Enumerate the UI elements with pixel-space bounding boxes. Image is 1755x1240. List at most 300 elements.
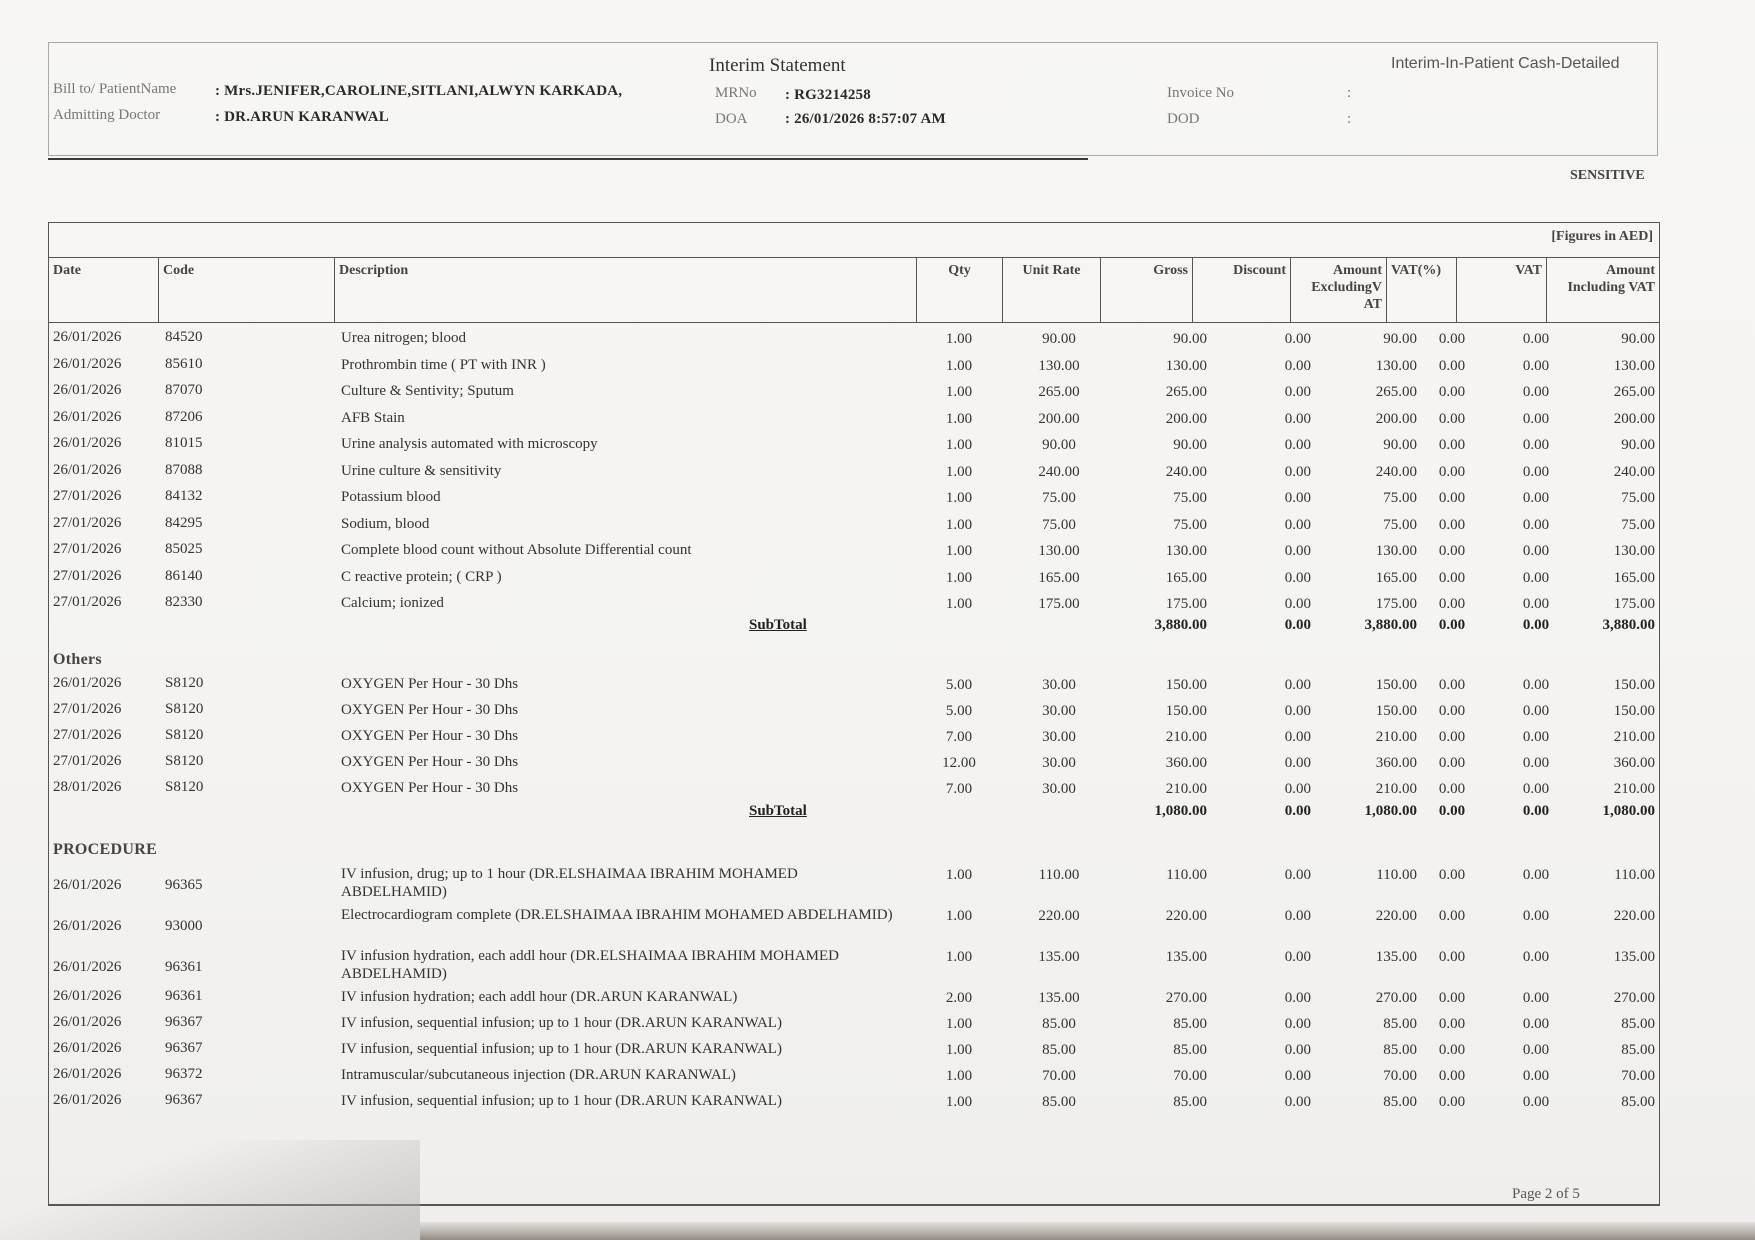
subtotal-disc: 0.00 [1284,802,1311,819]
subtotal-excl: 1,080.00 [1364,802,1417,819]
table-row [49,488,1659,514]
cell-excl: 75.00 [1383,490,1417,506]
cell-qty: 1.00 [945,948,973,965]
cell-excl: 210.00 [1375,728,1417,745]
cell-desc: OXYGEN Per Hour - 30 Dhs [341,675,519,692]
cell-desc: OXYGEN Per Hour - 30 Dhs [341,779,519,796]
cell-excl: 70.00 [1383,1067,1417,1084]
cell-excl: 90.00 [1383,331,1417,347]
cell-code: S8120 [165,674,204,691]
cell-desc: Sodium, blood [341,515,430,532]
col-vat: VAT [1457,258,1547,322]
cell-gross: 70.00 [1173,1067,1207,1084]
cell-incl: 110.00 [1614,866,1655,883]
cell-code: 87206 [165,408,203,425]
table-row [49,779,1659,805]
cell-incl: 85.00 [1621,1015,1655,1032]
cell-code: 84132 [165,488,203,504]
cell-vatp: 0.00 [1438,1067,1466,1084]
cell-vat: 0.00 [1522,463,1550,480]
table-row [49,462,1659,488]
cell-qty: 1.00 [945,569,973,586]
cell-qty: 12.00 [942,754,976,771]
cell-qty: 7.00 [945,728,973,745]
cell-incl: 75.00 [1621,490,1655,506]
cell-incl: 70.00 [1621,1067,1655,1084]
cell-date: 27/01/2026 [53,594,122,610]
cell-incl: 150.00 [1613,676,1655,693]
cell-vat: 0.00 [1522,866,1550,883]
cell-rate: 30.00 [1042,676,1076,693]
cell-excl: 85.00 [1383,1041,1417,1058]
cell-disc: 0.00 [1284,728,1311,745]
cell-vatp: 0.00 [1438,948,1466,965]
cell-excl: 85.00 [1383,1015,1417,1032]
cell-gross: 210.00 [1165,780,1207,797]
table-row [49,568,1659,594]
cell-vatp: 0.00 [1438,702,1466,719]
cell-desc: Complete blood count without Absolute Differential count [341,542,692,558]
cell-rate: 200.00 [1038,410,1080,427]
cell-desc: IV infusion hydration; each addl hour (DR.ARUN KARANWAL) [341,988,738,1005]
cell-rate: 175.00 [1038,596,1080,612]
cell-qty: 1.00 [945,410,973,427]
cell-qty: 1.00 [945,866,973,883]
cell-qty: 1.00 [945,1041,973,1058]
cell-vat: 0.00 [1522,1015,1550,1032]
table-row [49,753,1659,779]
cell-rate: 85.00 [1042,1015,1076,1032]
cell-gross: 265.00 [1165,384,1207,400]
cell-vat: 0.00 [1522,410,1550,427]
col-discount: Discount [1193,258,1291,322]
subtotal-vat: 0.00 [1522,616,1550,633]
doa-value: : 26/01/2026 8:57:07 AM [785,111,946,127]
cell-qty: 1.00 [945,907,973,924]
subtotal-incl: 1,080.00 [1602,802,1655,819]
cell-rate: 130.00 [1038,543,1080,559]
cell-vatp: 0.00 [1438,384,1466,400]
cell-code: 87070 [165,382,203,398]
cell-disc: 0.00 [1284,780,1311,797]
cell-qty: 1.00 [945,384,973,400]
cell-code: 96367 [165,1039,203,1056]
cell-date: 27/01/2026 [53,514,122,531]
cell-disc: 0.00 [1284,410,1311,427]
cell-rate: 75.00 [1042,490,1076,506]
cell-incl: 90.00 [1621,437,1655,453]
cell-code: 85025 [165,541,203,557]
cell-excl: 165.00 [1375,569,1417,586]
table-row [49,727,1659,753]
cell-gross: 175.00 [1165,596,1207,612]
cell-incl: 240.00 [1613,463,1655,480]
cell-vatp: 0.00 [1438,866,1466,883]
cell-date: 27/01/2026 [53,567,122,584]
table-row [49,906,1659,932]
cell-disc: 0.00 [1284,702,1311,719]
cell-vatp: 0.00 [1438,989,1466,1006]
cell-incl: 200.00 [1613,410,1655,427]
cell-date: 26/01/2026 [53,461,122,478]
cell-qty: 1.00 [945,463,973,480]
cell-qty: 1.00 [945,543,973,559]
cell-incl: 90.00 [1621,331,1655,347]
cell-date: 27/01/2026 [53,541,122,557]
cell-excl: 110.00 [1376,866,1417,883]
cell-code: 86140 [165,567,203,584]
cell-code: 96365 [165,876,203,893]
cell-date: 26/01/2026 [53,435,122,451]
cell-incl: 210.00 [1613,728,1655,745]
subtotal-vatp: 0.00 [1438,802,1466,819]
section-others: Others [53,650,102,668]
cell-gross: 130.00 [1165,357,1207,374]
cell-desc: Potassium blood [341,489,441,505]
cell-incl: 175.00 [1613,596,1655,612]
col-code: Code [159,258,335,322]
cell-gross: 75.00 [1173,490,1207,506]
cell-disc: 0.00 [1284,1067,1311,1084]
cell-date: 28/01/2026 [53,778,122,795]
doctor-label: Admitting Doctor [53,107,161,123]
cell-disc: 0.00 [1284,1041,1311,1058]
cell-incl: 150.00 [1613,702,1655,719]
cell-desc: AFB Stain [341,409,405,426]
table-header [49,257,1659,323]
table-row [49,1092,1659,1118]
table-row [49,1066,1659,1092]
cell-date: 26/01/2026 [53,876,122,893]
cell-desc: Prothrombin time ( PT with INR ) [341,356,546,373]
cell-gross: 200.00 [1165,410,1207,427]
cell-date: 26/01/2026 [53,958,122,975]
cell-rate: 75.00 [1042,516,1076,533]
cell-gross: 130.00 [1165,543,1207,559]
patient-label: Bill to/ PatientName [53,81,177,97]
cell-vat: 0.00 [1522,543,1550,559]
cell-vatp: 0.00 [1438,1041,1466,1058]
cell-rate: 135.00 [1038,989,1080,1006]
cell-vat: 0.00 [1522,490,1550,506]
cell-desc: Urine culture & sensitivity [341,462,502,479]
cell-rate: 30.00 [1042,780,1076,797]
cell-disc: 0.00 [1284,437,1311,453]
cell-rate: 110.00 [1038,866,1080,883]
cell-vat: 0.00 [1522,948,1550,965]
subtotal-incl: 3,880.00 [1602,616,1655,633]
table-row [49,329,1659,355]
cell-code: 84520 [165,329,203,345]
cell-excl: 220.00 [1375,907,1417,924]
cell-vatp: 0.00 [1438,676,1466,693]
table-row [49,409,1659,435]
table-row [49,1040,1659,1066]
cell-excl: 240.00 [1375,463,1417,480]
cell-incl: 270.00 [1613,989,1655,1006]
cell-gross: 135.00 [1165,948,1207,965]
cell-desc: OXYGEN Per Hour - 30 Dhs [341,701,519,718]
cell-desc: IV infusion, drug; up to 1 hour (DR.ELSHAIMAA IBRAHIM MOHAMED ABDELHAMID) [341,865,798,900]
col-qty: Qty [917,258,1003,322]
charges-table [48,222,1660,1206]
cell-gross: 85.00 [1173,1041,1207,1058]
cell-desc: Urine analysis automated with microscopy [341,436,598,452]
cell-excl: 130.00 [1375,357,1417,374]
cell-code: 84295 [165,514,203,531]
cell-date: 26/01/2026 [53,674,122,691]
currency-note: [Figures in AED] [1551,229,1653,244]
table-row [49,515,1659,541]
cell-gross: 75.00 [1173,516,1207,533]
cell-excl: 150.00 [1375,702,1417,719]
cell-qty: 1.00 [945,331,973,347]
cell-gross: 90.00 [1173,331,1207,347]
cell-desc: Intramuscular/subcutaneous injection (DR.ARUN KARANWAL) [341,1066,736,1083]
subtotal-gross: 3,880.00 [1154,616,1207,633]
cell-excl: 270.00 [1375,989,1417,1006]
cell-disc: 0.00 [1284,490,1311,506]
cell-vatp: 0.00 [1438,1015,1466,1032]
col-description: Description [335,258,917,322]
cell-vat: 0.00 [1522,676,1550,693]
table-row [49,356,1659,382]
table-row [49,541,1659,567]
cell-vat: 0.00 [1522,384,1550,400]
col-vat-pct: VAT(%) [1387,258,1457,322]
cell-code: 96372 [165,1065,203,1082]
cell-disc: 0.00 [1284,516,1311,533]
cell-code: 96367 [165,1091,203,1108]
cell-incl: 130.00 [1613,543,1655,559]
col-amount-excl-vat: Amount ExcludingV AT [1291,258,1387,322]
cell-desc: IV infusion, sequential infusion; up to 1 hour (DR.ARUN KARANWAL) [341,1040,782,1057]
subtotal-label: SubTotal [749,616,807,633]
mrno-value: : RG3214258 [785,87,871,103]
cell-incl: 135.00 [1613,948,1655,965]
cell-gross: 240.00 [1165,463,1207,480]
cell-vat: 0.00 [1522,780,1550,797]
col-amount-incl-vat: Amount Including VAT [1567,263,1655,295]
cell-vatp: 0.00 [1438,728,1466,745]
cell-disc: 0.00 [1284,866,1311,883]
cell-vatp: 0.00 [1438,780,1466,797]
cell-rate: 30.00 [1042,754,1076,771]
cell-date: 26/01/2026 [53,917,122,934]
cell-disc: 0.00 [1284,543,1311,559]
statement-title: Interim Statement [709,55,846,76]
cell-incl: 85.00 [1621,1093,1655,1110]
cell-date: 27/01/2026 [53,726,122,743]
cell-gross: 85.00 [1173,1093,1207,1110]
cell-date: 26/01/2026 [53,329,122,345]
table-row [49,675,1659,701]
patient-name: : Mrs.JENIFER,CAROLINE,SITLANI,ALWYN KARKADA, [215,83,623,99]
cell-date: 26/01/2026 [53,1013,122,1030]
table-row [49,1014,1659,1040]
cell-gross: 165.00 [1165,569,1207,586]
table-row [49,947,1659,982]
cell-vat: 0.00 [1522,569,1550,586]
cell-rate: 70.00 [1042,1067,1076,1084]
cell-vat: 0.00 [1522,702,1550,719]
cell-qty: 5.00 [945,676,973,693]
cell-vatp: 0.00 [1438,543,1466,559]
table-row [49,701,1659,727]
cell-gross: 90.00 [1173,437,1207,453]
invoice-value: : [1347,85,1352,101]
col-date: Date [49,258,159,322]
cell-date: 26/01/2026 [53,382,122,398]
cell-gross: 110.00 [1166,866,1207,883]
cell-excl: 135.00 [1375,948,1417,965]
table-row [49,435,1659,461]
cell-desc: IV infusion, sequential infusion; up to 1 hour (DR.ARUN KARANWAL) [341,1092,782,1109]
cell-gross: 220.00 [1165,907,1207,924]
cell-disc: 0.00 [1284,331,1311,347]
cell-vat: 0.00 [1522,754,1550,771]
cell-incl: 165.00 [1613,569,1655,586]
cell-qty: 1.00 [945,357,973,374]
cell-disc: 0.00 [1284,676,1311,693]
cell-vat: 0.00 [1522,1041,1550,1058]
cell-excl: 175.00 [1375,596,1417,612]
cell-desc: Urea nitrogen; blood [341,330,466,346]
cell-date: 26/01/2026 [53,987,122,1004]
subtotal-row [49,803,1659,829]
cell-date: 26/01/2026 [53,408,122,425]
cell-disc: 0.00 [1284,754,1311,771]
cell-rate: 135.00 [1038,948,1080,965]
cell-vatp: 0.00 [1438,357,1466,374]
cell-excl: 360.00 [1375,754,1417,771]
cell-vatp: 0.00 [1438,410,1466,427]
cell-vatp: 0.00 [1438,907,1466,924]
section-procedure: PROCEDURE [53,840,158,858]
cell-qty: 1.00 [945,1093,973,1110]
cell-incl: 220.00 [1613,907,1655,924]
cell-incl: 265.00 [1613,384,1655,400]
subtotal-disc: 0.00 [1284,616,1311,633]
cell-rate: 265.00 [1038,384,1080,400]
cell-code: S8120 [165,778,204,795]
cell-qty: 7.00 [945,780,973,797]
cell-code: S8120 [165,726,204,743]
cell-desc: Calcium; ionized [341,595,444,611]
cell-code: 85610 [165,355,203,372]
cell-disc: 0.00 [1284,357,1311,374]
report-type: Interim-In-Patient Cash-Detailed [1391,55,1620,72]
cell-desc: Electrocardiogram complete (DR.ELSHAIMAA IBRAHIM MOHAMED ABDELHAMID) [341,906,893,923]
invoice-label: Invoice No [1167,85,1235,101]
cell-qty: 1.00 [945,516,973,533]
subtotal-label: SubTotal [749,802,807,819]
cell-vat: 0.00 [1522,1093,1550,1110]
cell-code: 93000 [165,917,203,934]
cell-date: 26/01/2026 [53,355,122,372]
subtotal-gross: 1,080.00 [1154,802,1207,819]
subtotal-row [49,617,1659,643]
cell-rate: 165.00 [1038,569,1080,586]
cell-excl: 150.00 [1375,676,1417,693]
col-unit-rate: Unit Rate [1003,258,1101,322]
cell-excl: 265.00 [1375,384,1417,400]
cell-excl: 75.00 [1383,516,1417,533]
cell-rate: 90.00 [1042,331,1076,347]
cell-vat: 0.00 [1522,596,1550,612]
cell-vat: 0.00 [1522,989,1550,1006]
subtotal-vat: 0.00 [1522,802,1550,819]
cell-date: 27/01/2026 [53,488,122,504]
cell-date: 26/01/2026 [53,1039,122,1056]
header-divider [48,158,1088,160]
photo-shadow [0,1140,420,1240]
cell-gross: 360.00 [1165,754,1207,771]
cell-vatp: 0.00 [1438,754,1466,771]
cell-vat: 0.00 [1522,331,1550,347]
cell-gross: 85.00 [1173,1015,1207,1032]
cell-excl: 130.00 [1375,543,1417,559]
cell-disc: 0.00 [1284,907,1311,924]
cell-rate: 130.00 [1038,357,1080,374]
cell-incl: 85.00 [1621,1041,1655,1058]
subtotal-excl: 3,880.00 [1364,616,1417,633]
cell-gross: 150.00 [1165,676,1207,693]
cell-disc: 0.00 [1284,948,1311,965]
cell-qty: 1.00 [945,1067,973,1084]
cell-excl: 85.00 [1383,1093,1417,1110]
cell-qty: 1.00 [945,596,973,612]
cell-rate: 90.00 [1042,437,1076,453]
cell-code: S8120 [165,700,204,717]
cell-vat: 0.00 [1522,437,1550,453]
admitting-doctor: : DR.ARUN KARANWAL [215,109,390,125]
cell-code: 96361 [165,987,203,1004]
cell-vatp: 0.00 [1438,490,1466,506]
cell-desc: OXYGEN Per Hour - 30 Dhs [341,727,519,744]
cell-disc: 0.00 [1284,384,1311,400]
cell-rate: 30.00 [1042,702,1076,719]
cell-vatp: 0.00 [1438,331,1466,347]
cell-vatp: 0.00 [1438,463,1466,480]
dod-value: : [1347,111,1352,127]
cell-disc: 0.00 [1284,569,1311,586]
cell-desc: IV infusion, sequential infusion; up to 1 hour (DR.ARUN KARANWAL) [341,1014,782,1031]
cell-disc: 0.00 [1284,1015,1311,1032]
cell-date: 26/01/2026 [53,1065,122,1082]
cell-code: 82330 [165,594,203,610]
cell-excl: 210.00 [1375,780,1417,797]
cell-incl: 75.00 [1621,516,1655,533]
statement-header [48,42,1658,156]
page-number: Page 2 of 5 [1512,1186,1580,1202]
paper-edge [420,1222,1755,1240]
table-row [49,988,1659,1014]
cell-gross: 210.00 [1165,728,1207,745]
cell-rate: 85.00 [1042,1093,1076,1110]
cell-vatp: 0.00 [1438,516,1466,533]
cell-vat: 0.00 [1522,907,1550,924]
cell-disc: 0.00 [1284,463,1311,480]
cell-code: 81015 [165,435,203,451]
cell-vat: 0.00 [1522,728,1550,745]
cell-desc: C reactive protein; ( CRP ) [341,568,502,585]
cell-vatp: 0.00 [1438,596,1466,612]
cell-vatp: 0.00 [1438,1093,1466,1110]
cell-vatp: 0.00 [1438,437,1466,453]
cell-qty: 1.00 [945,1015,973,1032]
table-row [49,382,1659,408]
